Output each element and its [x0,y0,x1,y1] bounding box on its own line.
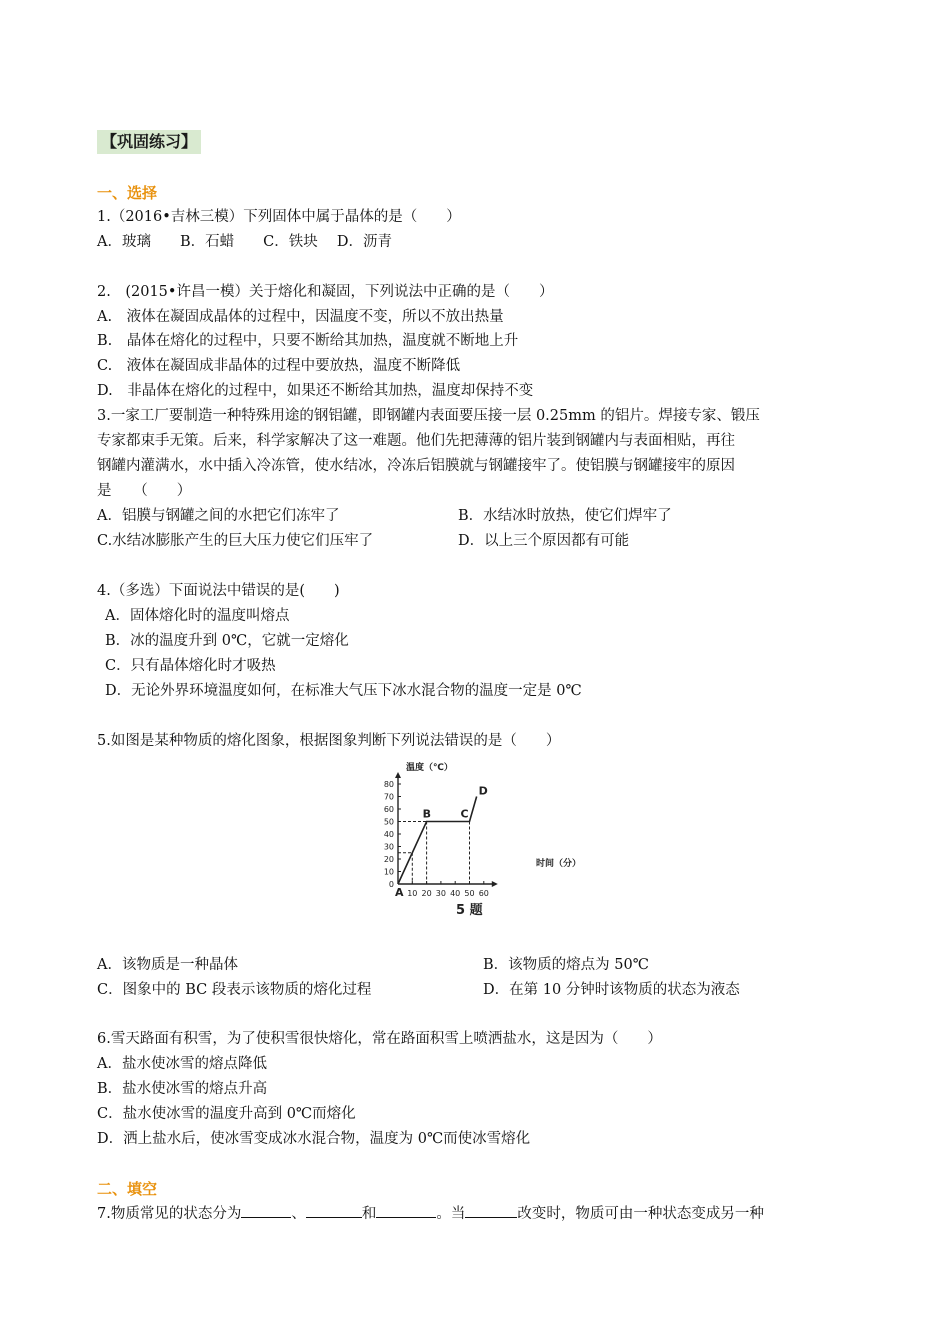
q4-option-b: B．冰的温度升到 0℃，它就一定熔化 [105,633,349,649]
q7-blank-2[interactable] [306,1203,362,1218]
x-tick-label: 20 [421,889,432,898]
q3-option-a: A．铝膜与钢罐之间的水把它们冻牢了 [97,508,340,524]
point-label-d: D [478,784,488,798]
figure-y-tick-labels [384,780,394,889]
q4-option-c: C．只有晶体熔化时才吸热 [105,658,276,674]
x-tick-label: 40 [450,889,461,898]
q7-blank-4[interactable] [465,1203,517,1218]
q3-option-d: D．以上三个原因都有可能 [458,533,630,549]
x-tick-label: 30 [435,889,446,898]
q2-option-a: A. 液体在凝固成晶体的过程中，因温度不变，所以不放出热量 [97,309,504,325]
y-tick-label: 20 [383,855,394,864]
q3-option-b: B．水结冰时放热，使它们焊牢了 [458,508,672,524]
q5-option-d: D．在第 10 分钟时该物质的状态为液态 [483,982,740,998]
q2-option-d: D. 非晶体在熔化的过程中，如果还不断给其加热，温度却保持不变 [97,383,534,399]
q7-text-3: 和 [361,1206,377,1222]
q5-option-c: C．图象中的 BC 段表示该物质的熔化过程 [97,982,372,998]
figure-x-axis-label: 时间（分） [536,859,582,869]
figure-x-tick-labels [407,889,489,898]
q2-option-c: C. 液体在凝固成非晶体的过程中要放热，温度不断降低 [97,358,461,374]
y-tick-label: 30 [383,842,394,852]
q3-stem-line3: 钢罐内灌满水，水中插入冷冻管，使水结冰，冷冻后铝膜就与钢罐接牢了。使铝膜与钢罐接牢的原因 [97,458,735,474]
q6-option-c: C．盐水使冰雪的温度升高到 0℃而熔化 [97,1106,356,1122]
q6-stem: 6.雪天路面有积雪，为了使积雪很快熔化，常在路面积雪上喷洒盐水，这是因为（ ） [97,1031,662,1047]
section-fill-title: 二、填空 [97,1180,158,1198]
y-tick-label: 70 [383,792,394,802]
figure-guide-lines [398,822,470,885]
q4-option-d: D．无论外界环境温度如何，在标准大气压下冰水混合物的温度一定是 0℃ [105,683,582,699]
q6-option-b: B．盐水使冰雪的熔点升高 [97,1081,268,1097]
q2-option-b: B. 晶体在熔化的过程中，只要不断给其加热，温度就不断地上升 [97,333,519,349]
q3-stem-line1: 3.一家工厂要制造一种特殊用途的钢铝罐，即钢罐内表面要压接一层 0.25mm 的铝片。焊接专家、锻压 [97,408,760,424]
q6-option-d: D．洒上盐水后，使冰雪变成冰水混合物，温度为 0℃而使冰雪熔化 [97,1131,531,1147]
q1-options: A．玻璃 B．石蜡 C．铁块 D．沥青 [97,234,392,250]
q3-option-c: C.水结冰膨胀产生的巨大压力使它们压牢了 [97,533,374,549]
x-tick-label: 10 [407,889,418,898]
section-choice-title: 一、选择 [97,184,158,202]
q7-text-4: 。当 [436,1206,466,1222]
y-tick-label: 80 [383,780,394,789]
melting-curve-figure [360,752,600,924]
consolidation-exercise-heading: 【巩固练习】 [97,130,201,154]
q1-stem: 1.（2016•吉林三模）下列固体中属于晶体的是（ ） [97,209,461,225]
point-label-c: C [460,807,469,821]
q6-option-a: A．盐水使冰雪的熔点降低 [97,1056,267,1072]
q5-stem: 5.如图是某种物质的熔化图象，根据图象判断下列说法错误的是（ ） [97,733,561,749]
y-tick-label: 0 [388,880,394,889]
figure-caption: 5 题 [456,903,483,918]
q4-option-a: A．固体熔化时的温度叫熔点 [105,608,290,624]
q7-blank-3[interactable] [376,1203,436,1218]
x-tick-label: 50 [464,889,475,898]
q3-stem-line4: 是 （ ） [97,483,192,499]
point-label-a: A [395,886,404,899]
q7-text-2: 、 [291,1206,306,1222]
y-tick-label: 50 [383,817,394,827]
y-axis-arrow [395,772,401,778]
figure-y-axis-label: 温度（℃） [406,763,453,773]
q7-stem [97,1203,764,1225]
q7-text-5: 改变时，物质可由一种状态变成另一种 [517,1206,764,1222]
y-tick-label: 60 [383,805,394,814]
q5-option-b: B．该物质的熔点为 50℃ [483,957,649,973]
q7-blank-1[interactable] [241,1203,291,1218]
x-tick-label: 60 [478,889,489,898]
y-tick-label: 40 [383,830,394,839]
point-label-b: B [422,807,431,821]
q2-stem: 2. (2015•许昌一模）关于熔化和凝固，下列说法中正确的是（ ） [97,284,554,300]
q3-stem-line2: 专家都束手无策。后来，科学家解决了这一难题。他们先把薄薄的铝片装到钢罐内与表面相贴，再往 [97,433,735,449]
q5-option-a: A．该物质是一种晶体 [97,957,238,973]
x-axis-arrow [492,881,498,887]
q7-text-1: 7.物质常见的状态分为 [97,1206,242,1222]
y-tick-label: 10 [383,867,394,877]
q4-stem: 4.（多选）下面说法中错误的是( ) [97,583,340,599]
